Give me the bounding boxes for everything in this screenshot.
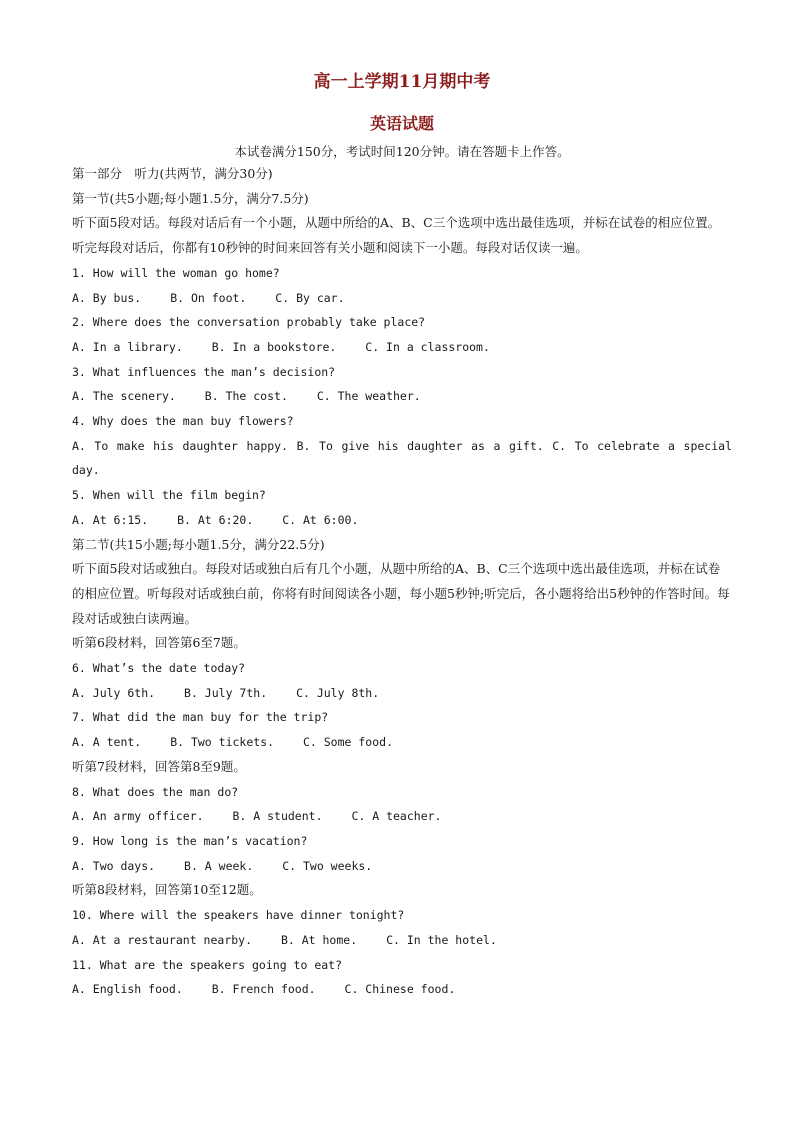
option-7b: B. Two tickets. bbox=[170, 735, 275, 750]
section2-instructions: 听下面5段对话或独白。每段对话或独白后有几个小题，从题中所给的A、B、C三个选项中选出最佳选项，并标在试卷的相应位置。听每段对话或独白前，你将有时间阅读各小题，每小题5秒钟;听完后，各小题将给出5秒钟的作答时间。每段对话或独白读两遍。 bbox=[72, 561, 730, 626]
material-6-note: 听第6段材料，回答第6至7题。 bbox=[72, 635, 246, 651]
option-9b: B. A week. bbox=[184, 858, 254, 873]
options-8 bbox=[72, 804, 732, 829]
question-7: 7. What did the man buy for the trip? bbox=[72, 710, 329, 725]
question-9: 9. How long is the man’s vacation? bbox=[72, 833, 308, 848]
options-9 bbox=[72, 854, 732, 879]
option-2b: B. In a bookstore. bbox=[211, 339, 337, 354]
section1-heading: 第一节(共5小题;每小题1.5分，满分7.5分) bbox=[72, 190, 309, 206]
question-8: 8. What does the man do? bbox=[72, 784, 239, 799]
options-2 bbox=[72, 335, 732, 360]
exam-intro: 本试卷满分150分，考试时间120分钟。请在答题卡上作答。 bbox=[234, 144, 570, 159]
option-1c: C. By car. bbox=[275, 290, 345, 305]
option-11b: B. French food. bbox=[211, 982, 316, 997]
options-5 bbox=[72, 508, 732, 533]
option-8c: C. A teacher. bbox=[351, 809, 442, 824]
question-6: 6. What’s the date today? bbox=[72, 661, 246, 676]
option-2a: A. In a library. bbox=[72, 339, 183, 354]
section1-instructions: 听下面5段对话。每段对话后有一个小题，从题中所给的A、B、C三个选项中选出最佳选项，并标在试卷的相应位置。听完每段对话后，你都有10秒钟的时间来回答有关小题和阅读下一小题。每段对话仅读一遍。 bbox=[72, 215, 721, 256]
option-11a: A. English food. bbox=[72, 982, 183, 997]
option-1b: B. On foot. bbox=[170, 290, 247, 305]
options-6 bbox=[72, 681, 732, 706]
part1-heading: 第一部分 听力(共两节，满分30分) bbox=[72, 166, 273, 181]
option-7c: C. Some food. bbox=[302, 735, 393, 750]
option-1a: A. By bus. bbox=[72, 290, 142, 305]
question-2: 2. Where does the conversation probably take place? bbox=[72, 315, 426, 330]
option-5c: C. At 6:00. bbox=[282, 512, 359, 527]
exam-subtitle: 英语试题 bbox=[369, 114, 434, 133]
option-11c: C. Chinese food. bbox=[344, 982, 456, 997]
option-10c: C. In the hotel. bbox=[386, 932, 497, 947]
options-1 bbox=[72, 286, 732, 311]
option-9c: C. Two weeks. bbox=[282, 858, 373, 873]
material-7-note: 听第7段材料，回答第8至9题。 bbox=[72, 758, 246, 774]
option-9a: A. Two days. bbox=[72, 858, 156, 873]
section2-heading: 第二节(共15小题;每小题1.5分，满分22.5分) bbox=[72, 536, 325, 552]
option-5a: A. At 6:15. bbox=[72, 512, 149, 527]
material-8-note: 听第8段材料，回答第10至12题。 bbox=[72, 882, 262, 898]
option-2c: C. In a classroom. bbox=[365, 339, 490, 354]
option-3c: C. The weather. bbox=[316, 389, 421, 404]
question-10: 10. Where will the speakers have dinner tonight? bbox=[72, 908, 405, 923]
options-7 bbox=[72, 730, 732, 755]
question-3: 3. What influences the man’s decision? bbox=[72, 364, 336, 379]
options-10 bbox=[72, 928, 732, 953]
options-11 bbox=[72, 977, 732, 1002]
option-5b: B. At 6:20. bbox=[177, 512, 254, 527]
option-10a: A. At a restaurant nearby. bbox=[72, 932, 253, 947]
option-6b: B. July 7th. bbox=[184, 685, 268, 700]
option-8b: B. A student. bbox=[232, 809, 323, 824]
question-1: 1. How will the woman go home? bbox=[72, 265, 280, 280]
options-4: A. To make his daughter happy. B. To give his daughter as a gift. C. To celebrate a special day. bbox=[72, 438, 732, 478]
exam-title: 高一上学期11月期中考 bbox=[313, 72, 491, 92]
options-3 bbox=[72, 384, 732, 409]
question-4: 4. Why does the man buy flowers? bbox=[72, 414, 294, 429]
question-5: 5. When will the film begin? bbox=[72, 488, 266, 503]
option-6c: C. July 8th. bbox=[296, 685, 380, 700]
option-10b: B. At home. bbox=[280, 932, 358, 947]
question-11: 11. What are the speakers going to eat? bbox=[72, 957, 343, 972]
option-7a: A. A tent. bbox=[72, 735, 142, 750]
option-3a: A. The scenery. bbox=[72, 389, 176, 404]
option-6a: A. July 6th. bbox=[72, 685, 156, 700]
option-3b: B. The cost. bbox=[204, 389, 288, 404]
option-8a: A. An army officer. bbox=[72, 809, 204, 824]
exam-page bbox=[72, 68, 732, 1002]
